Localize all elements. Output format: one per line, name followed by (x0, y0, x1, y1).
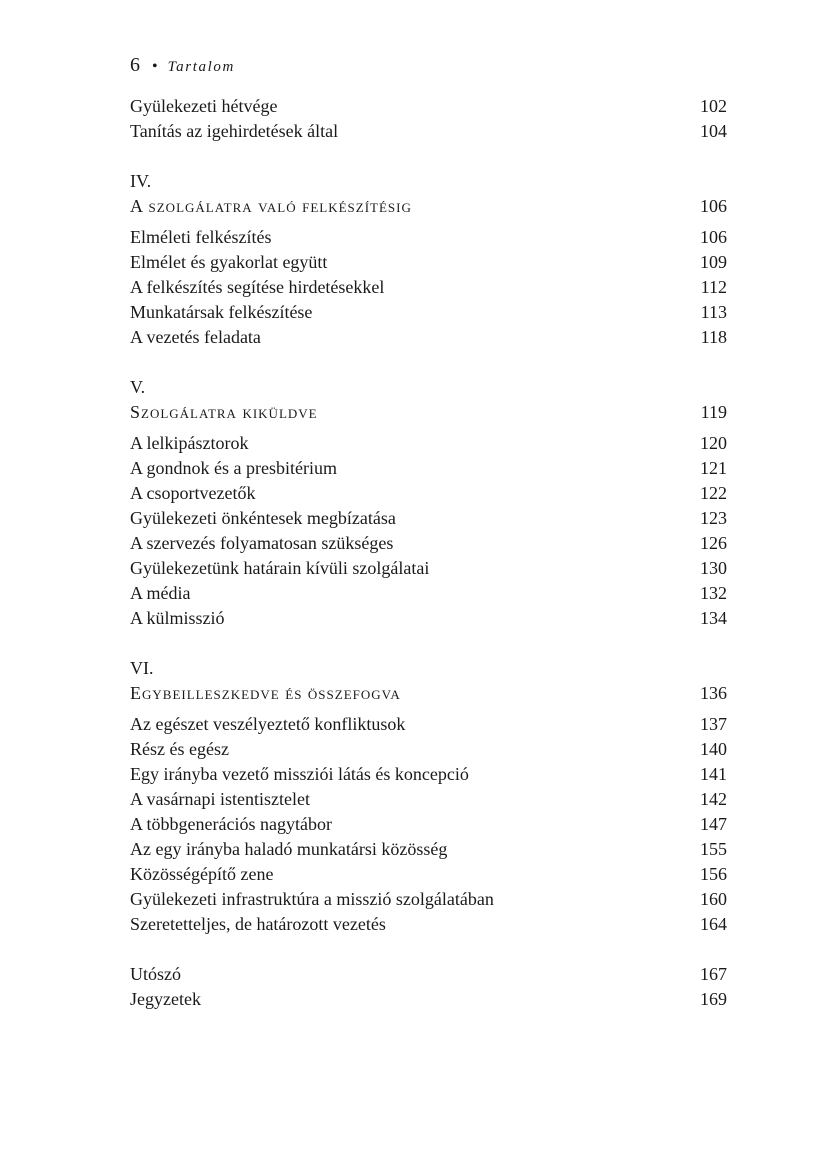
toc-entry-page: 104 (700, 121, 727, 141)
toc-entry-page: 160 (700, 889, 727, 909)
part-heading-title: A szolgálatra való felkészítésig (130, 196, 412, 216)
toc-entry-page: 113 (700, 302, 727, 322)
toc-entry[interactable] (130, 581, 727, 606)
toc-entry-page: 164 (700, 914, 727, 934)
toc-entry[interactable] (130, 119, 727, 144)
toc-entry-page: 106 (700, 227, 727, 247)
toc-entry-page: 132 (700, 583, 727, 603)
part-heading[interactable] (130, 681, 727, 706)
toc-entry-title: Jegyzetek (130, 989, 201, 1009)
toc-entry-title: Gyülekezeti hétvége (130, 96, 278, 116)
toc-entry-title: A felkészítés segítése hirdetésekkel (130, 277, 385, 297)
back-matter (130, 962, 727, 1012)
bullet-separator: • (152, 58, 158, 75)
part-numeral: V. (130, 377, 146, 397)
toc-entry-page: 130 (700, 558, 727, 578)
toc-part (130, 656, 727, 937)
part-heading-title: Szolgálatra kiküldve (130, 402, 318, 422)
toc-entry[interactable] (130, 787, 727, 812)
toc-entry-title: A média (130, 583, 191, 603)
part-heading[interactable] (130, 400, 727, 425)
toc-entry-title: A vezetés feladata (130, 327, 261, 347)
toc-entry-title: Gyülekezetünk határain kívüli szolgálatai (130, 558, 430, 578)
toc-entry-title: Utószó (130, 964, 181, 984)
toc-entry[interactable] (130, 300, 727, 325)
toc-entry-title: A szervezés folyamatosan szükséges (130, 533, 394, 553)
toc-entry[interactable] (130, 456, 727, 481)
toc-entry-page: 109 (700, 252, 727, 272)
part-heading-title: Egybeilleszkedve és összefogva (130, 683, 401, 703)
toc-entry-title: Tanítás az igehirdetések által (130, 121, 339, 141)
toc-part (130, 169, 727, 350)
toc-entry[interactable] (130, 481, 727, 506)
part-heading[interactable] (130, 194, 727, 219)
toc-entry-title: Rész és egész (130, 739, 229, 759)
running-header (130, 54, 727, 86)
toc-entry[interactable] (130, 431, 727, 456)
toc-entry-page: 167 (700, 964, 727, 984)
toc-entry-title: Az egészet veszélyeztető konfliktusok (130, 714, 406, 734)
toc-entry-page: 142 (700, 789, 727, 809)
page-number: 6 (130, 54, 140, 76)
toc-entry-page: 123 (700, 508, 727, 528)
toc-entry[interactable] (130, 712, 727, 737)
toc-page (130, 54, 727, 1012)
toc-entry-title: Az egy irányba haladó munkatársi közösség (130, 839, 448, 859)
toc-entry[interactable] (130, 862, 727, 887)
toc-entry-page: 147 (700, 814, 727, 834)
toc-entry-page: 137 (700, 714, 727, 734)
toc-entry-page: 112 (700, 277, 727, 297)
toc-entry-title: A többgenerációs nagytábor (130, 814, 332, 834)
toc-entry[interactable] (130, 837, 727, 862)
toc-entry-page: 155 (700, 839, 727, 859)
part-heading-page: 136 (700, 683, 727, 703)
toc-entry-title: Szeretetteljes, de határozott vezetés (130, 914, 386, 934)
toc-entry[interactable] (130, 506, 727, 531)
part-numeral: VI. (130, 658, 154, 678)
toc-entry[interactable] (130, 987, 727, 1012)
toc-entry-page: 122 (700, 483, 727, 503)
toc-entry[interactable] (130, 762, 727, 787)
toc-entry-title: A lelkipásztorok (130, 433, 249, 453)
toc-entry-title: Gyülekezeti infrastruktúra a misszió szolgálatában (130, 889, 494, 909)
toc-entry[interactable] (130, 812, 727, 837)
toc-entry[interactable] (130, 556, 727, 581)
part-heading-page: 106 (700, 196, 727, 216)
toc-entry-page: 102 (700, 96, 727, 116)
toc-entry-page: 121 (700, 458, 727, 478)
toc-entry-title: A vasárnapi istentisztelet (130, 789, 310, 809)
toc-entry[interactable] (130, 912, 727, 937)
toc-entry-title: Munkatársak felkészítése (130, 302, 313, 322)
toc-entry[interactable] (130, 887, 727, 912)
toc-entry-title: Gyülekezeti önkéntesek megbízatása (130, 508, 396, 528)
toc-entry-page: 118 (700, 327, 727, 347)
toc-entry[interactable] (130, 325, 727, 350)
intro-entries (130, 94, 727, 144)
toc-entry-title: Egy irányba vezető missziói látás és koncepció (130, 764, 469, 784)
toc-entry[interactable] (130, 606, 727, 631)
toc-entry-page: 169 (700, 989, 727, 1009)
toc-entry-title: Elmélet és gyakorlat együtt (130, 252, 328, 272)
toc-entry-page: 126 (700, 533, 727, 553)
toc-entry-page: 140 (700, 739, 727, 759)
toc-entry-page: 134 (700, 608, 727, 628)
toc-part (130, 375, 727, 631)
toc-entry[interactable] (130, 94, 727, 119)
toc-entry[interactable] (130, 737, 727, 762)
toc-parts (130, 169, 727, 937)
toc-entry[interactable] (130, 250, 727, 275)
running-section-title: Tartalom (167, 59, 235, 75)
toc-entry[interactable] (130, 275, 727, 300)
part-heading-page: 119 (700, 402, 727, 422)
part-numeral: IV. (130, 171, 152, 191)
toc-entry-title: A külmisszió (130, 608, 225, 628)
toc-entry[interactable] (130, 531, 727, 556)
toc-entry-title: A gondnok és a presbitérium (130, 458, 337, 478)
toc-entry-title: A csoportvezetők (130, 483, 256, 503)
toc-entry-page: 141 (700, 764, 727, 784)
toc-entry-title: Közösségépítő zene (130, 864, 274, 884)
toc-entry-page: 120 (700, 433, 727, 453)
toc-entry-page: 156 (700, 864, 727, 884)
toc-entry[interactable] (130, 225, 727, 250)
toc-entry[interactable] (130, 962, 727, 987)
toc-entry-title: Elméleti felkészítés (130, 227, 272, 247)
